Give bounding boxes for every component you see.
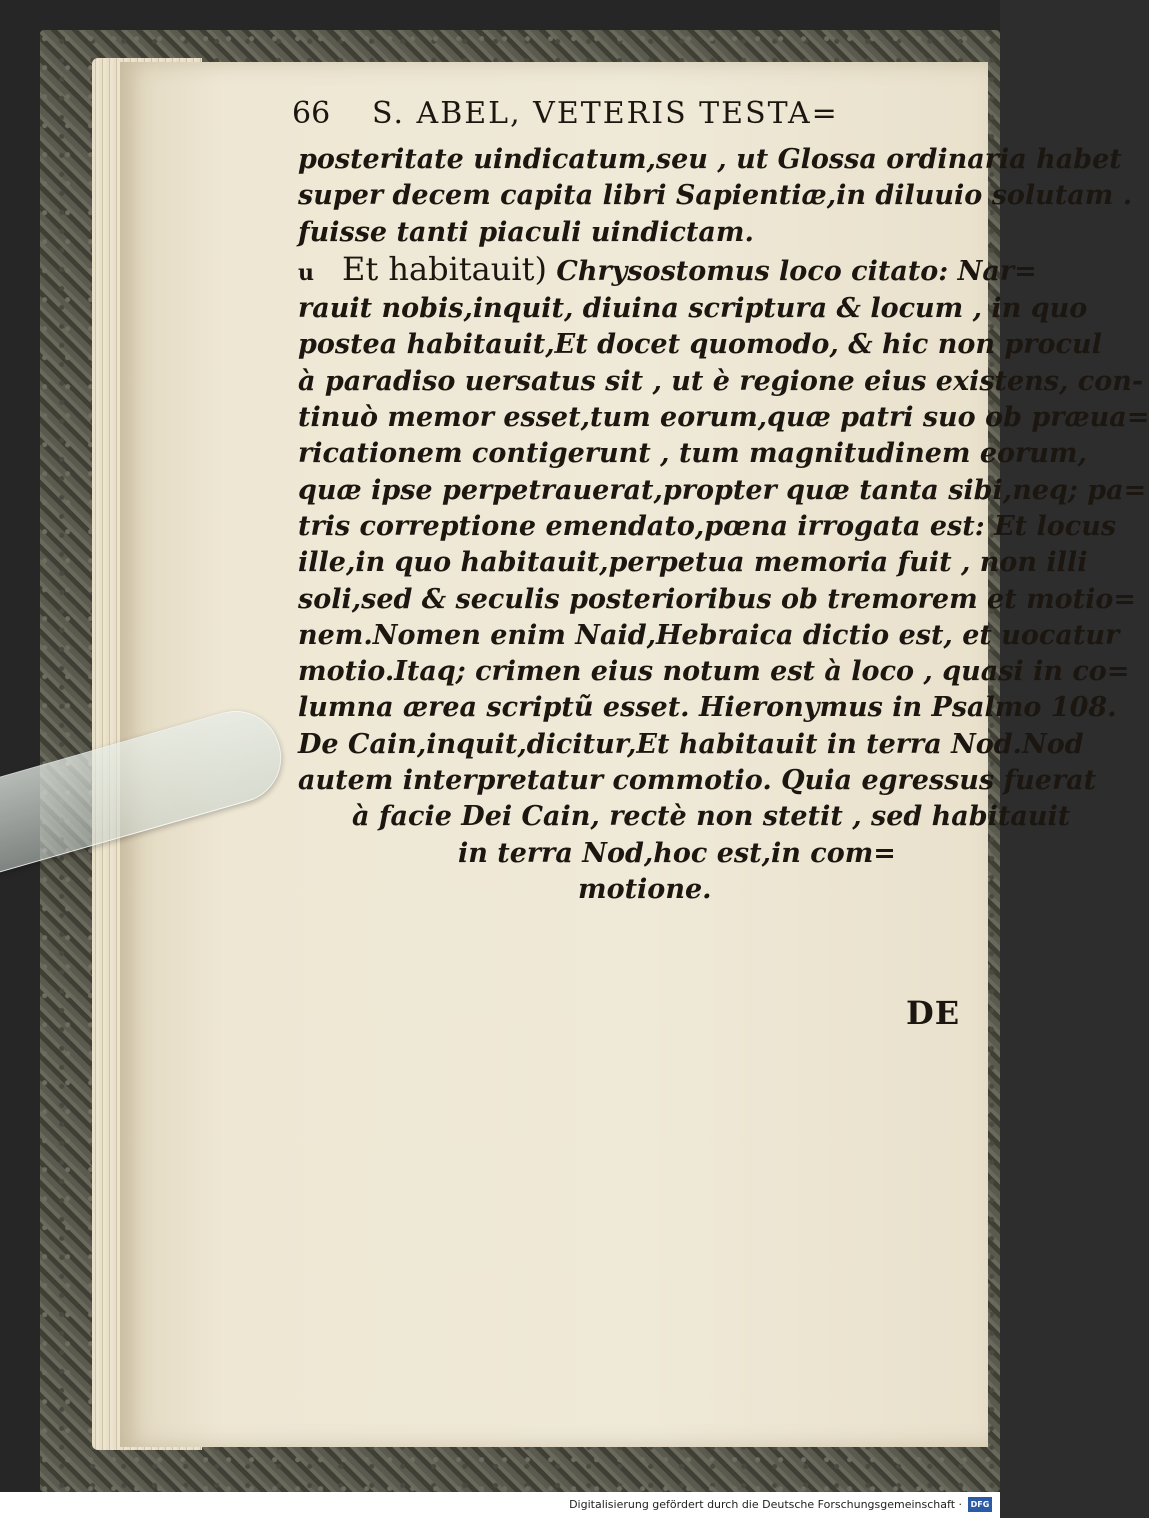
dfg-logo: DFG <box>968 1497 992 1512</box>
text-line: posteritate uindicatum,seu , ut Glossa ordinaria habet <box>298 144 1122 175</box>
text-line: rauit nobis,inquit, diuina scriptura & locum , in quo <box>298 293 1088 325</box>
lemma-heading: Et habitauit) <box>342 249 547 288</box>
text-line-tail: motione. <box>578 873 712 905</box>
text-line-tail: à facie Dei Cain, rectè non stetit , sed habitauit <box>352 801 1071 833</box>
text-line: tris correptione emendato,pœna irrogata est: Et locus <box>298 510 1117 542</box>
bleed-through-text <box>330 1090 970 1350</box>
text-line: lumna ærea scriptũ esset. Hieronymus in Psalmo 108. <box>298 692 1117 724</box>
paragraph-mark: u <box>298 259 314 286</box>
footer-credit: Digitalisierung gefördert durch die Deutsche Forschungsgemeinschaft · <box>569 1498 962 1511</box>
catchword: DE <box>906 994 961 1032</box>
text-line: motio.Itaq; crimen eius notum est à loco , quasi in co= <box>298 656 1130 688</box>
body-text <box>298 142 1149 908</box>
lemma-continuation: Chrysostomus loco citato: Nar= <box>556 255 1037 287</box>
text-line: fuisse tanti piaculi uindictam. <box>298 216 754 248</box>
text-line: nem.Nomen enim Naid,Hebraica dictio est, et uocatur <box>298 619 1120 651</box>
lemma-line <box>298 249 1037 291</box>
text-line: autem interpretatur commotio. Quia egressus fuerat <box>298 765 1097 797</box>
running-head: S. ABEL, VETERIS TESTA= <box>372 96 839 131</box>
text-line: à paradiso uersatus sit , ut è regione eius existens, con- <box>298 365 1144 397</box>
text-line: postea habitauit,Et docet quomodo, & hic non procul <box>298 329 1102 361</box>
text-line: quæ ipse perpetrauerat,propter quæ tanta sibi,neq; pa= <box>298 474 1147 506</box>
text-line: ricationem contigerunt , tum magnitudinem eorum, <box>298 438 1087 470</box>
text-line: super decem capita libri Sapientiæ,in diluuio solutam . <box>298 180 1133 212</box>
text-line: De Cain,inquit,dicitur,Et habitauit in terra Nod.Nod <box>298 728 1084 760</box>
text-line: tinuò memor esset,tum eorum,quæ patri suo ob præua= <box>298 402 1149 434</box>
text-line: soli,sed & seculis posterioribus ob tremorem et motio= <box>298 583 1137 615</box>
page-number: 66 <box>292 96 331 131</box>
text-line-tail: in terra Nod,hoc est,in com= <box>458 837 896 869</box>
footer-bar <box>0 1492 1000 1518</box>
text-line: ille,in quo habitauit,perpetua memoria fuit , non illi <box>298 547 1088 579</box>
